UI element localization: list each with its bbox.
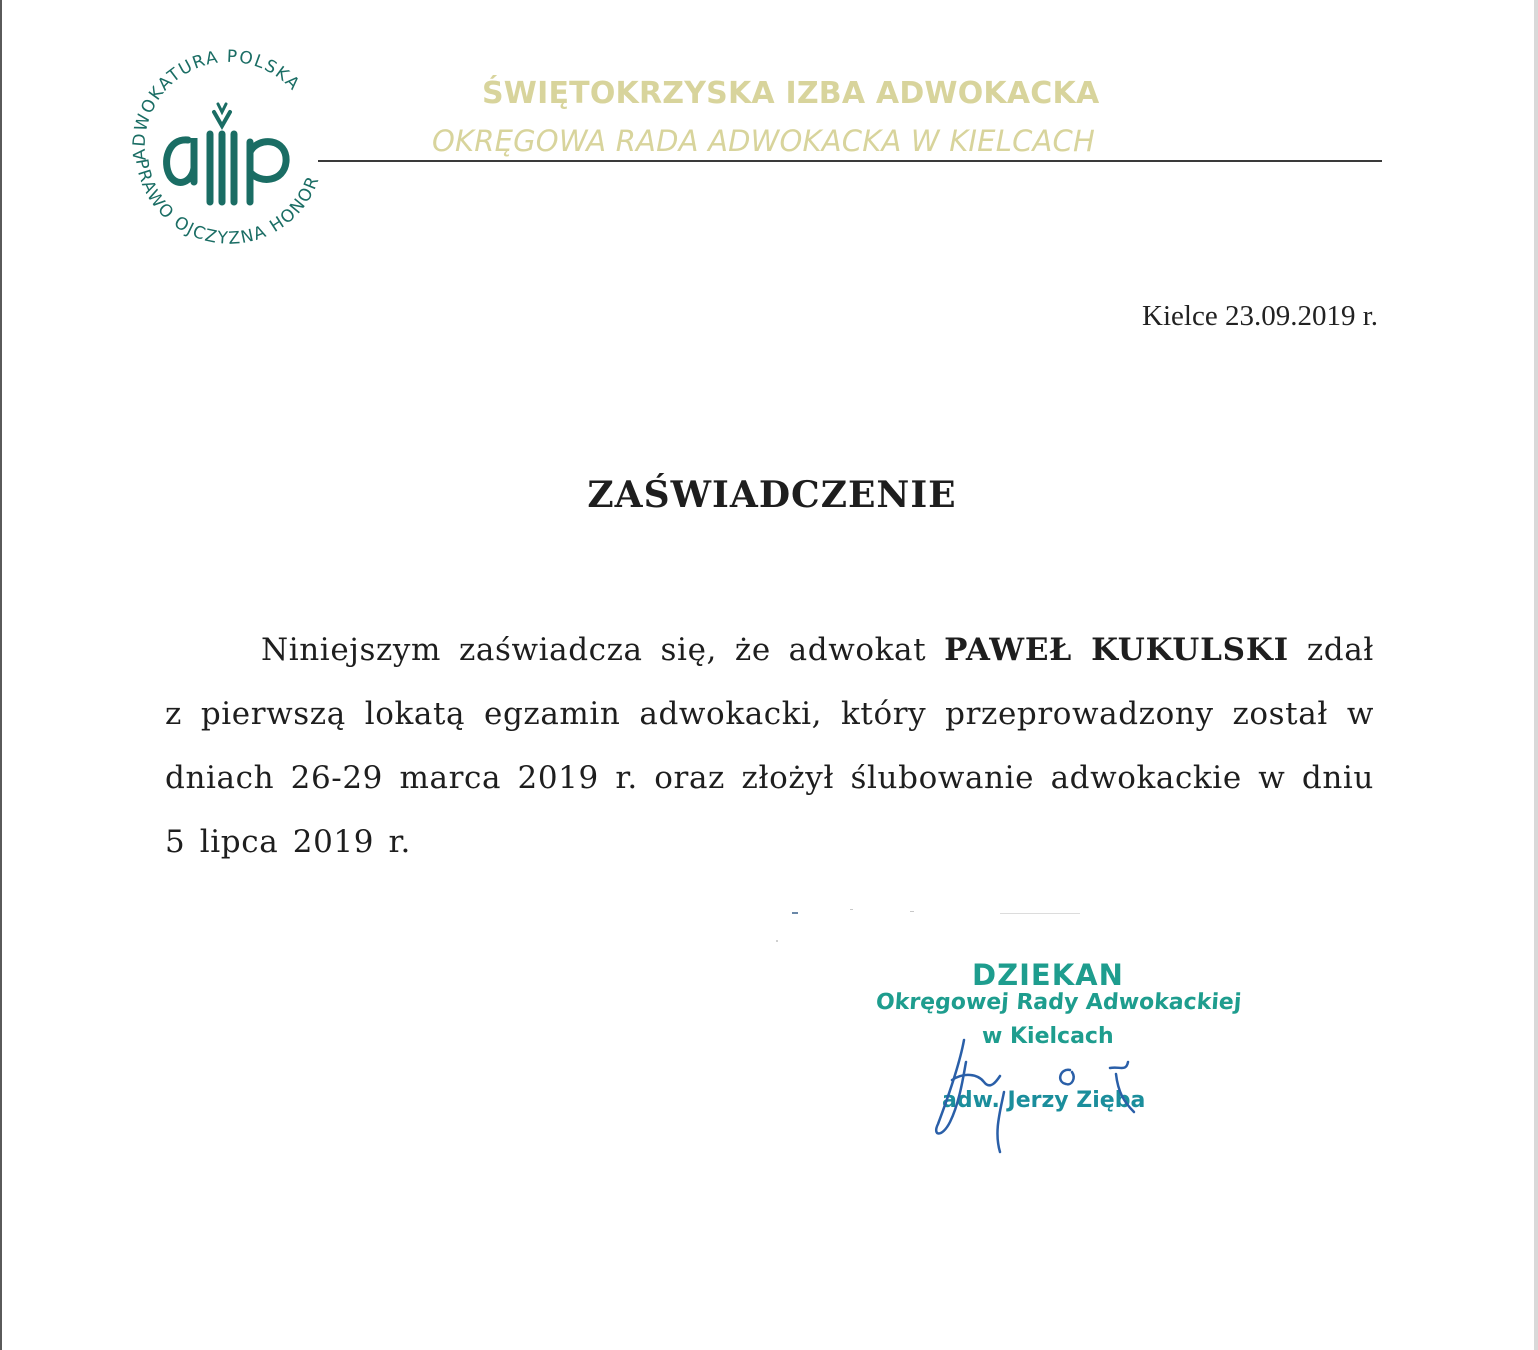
document-date: Kielce 23.09.2019 r. <box>1142 300 1378 332</box>
advocate-name: PAWEŁ KUKULSKI <box>944 632 1289 668</box>
document-title: ZAŚWIADCZENIE <box>587 474 957 516</box>
svg-text:PRAWO OJCZYZNA HONOR <box>131 157 324 249</box>
logo-ring-text-top: ADWOKATURA POLSKA <box>129 46 305 162</box>
stamp-organization: Okręgowej Rady Adwokackiej <box>875 990 1243 1015</box>
body-intro: Niniejszym zaświadcza się, że adwokat <box>261 632 927 668</box>
body-rest: zdał z pierwszą lokatą egzamin adwokacki, który przeprowadzony został w dniach 26-29 marca 2019 r. oraz złożył ślubowanie adwokackie w dniu 5 lipca 2019 r. <box>165 632 1374 860</box>
stamp-city: w Kielcach <box>982 1024 1114 1049</box>
bar-association-logo <box>118 42 338 262</box>
council-name: OKRĘGOWA RADA ADWOKACKA W KIELCACH <box>432 124 1096 158</box>
organization-name: ŚWIĘTOKRZYSKA IZBA ADWOKACKA <box>482 76 1100 111</box>
handwritten-signature <box>920 1032 1160 1162</box>
stamp-name: adw. Jerzy Zięba <box>942 1088 1146 1113</box>
page-edge-right <box>1534 0 1538 1350</box>
stamp-title: DZIEKAN <box>972 958 1124 992</box>
certificate-body <box>165 618 1374 874</box>
logo-ring-text-bottom: PRAWO OJCZYZNA HONOR <box>130 157 324 249</box>
logo-monogram <box>167 104 287 202</box>
page-edge-left <box>0 0 2 1350</box>
header-divider <box>318 160 1382 162</box>
